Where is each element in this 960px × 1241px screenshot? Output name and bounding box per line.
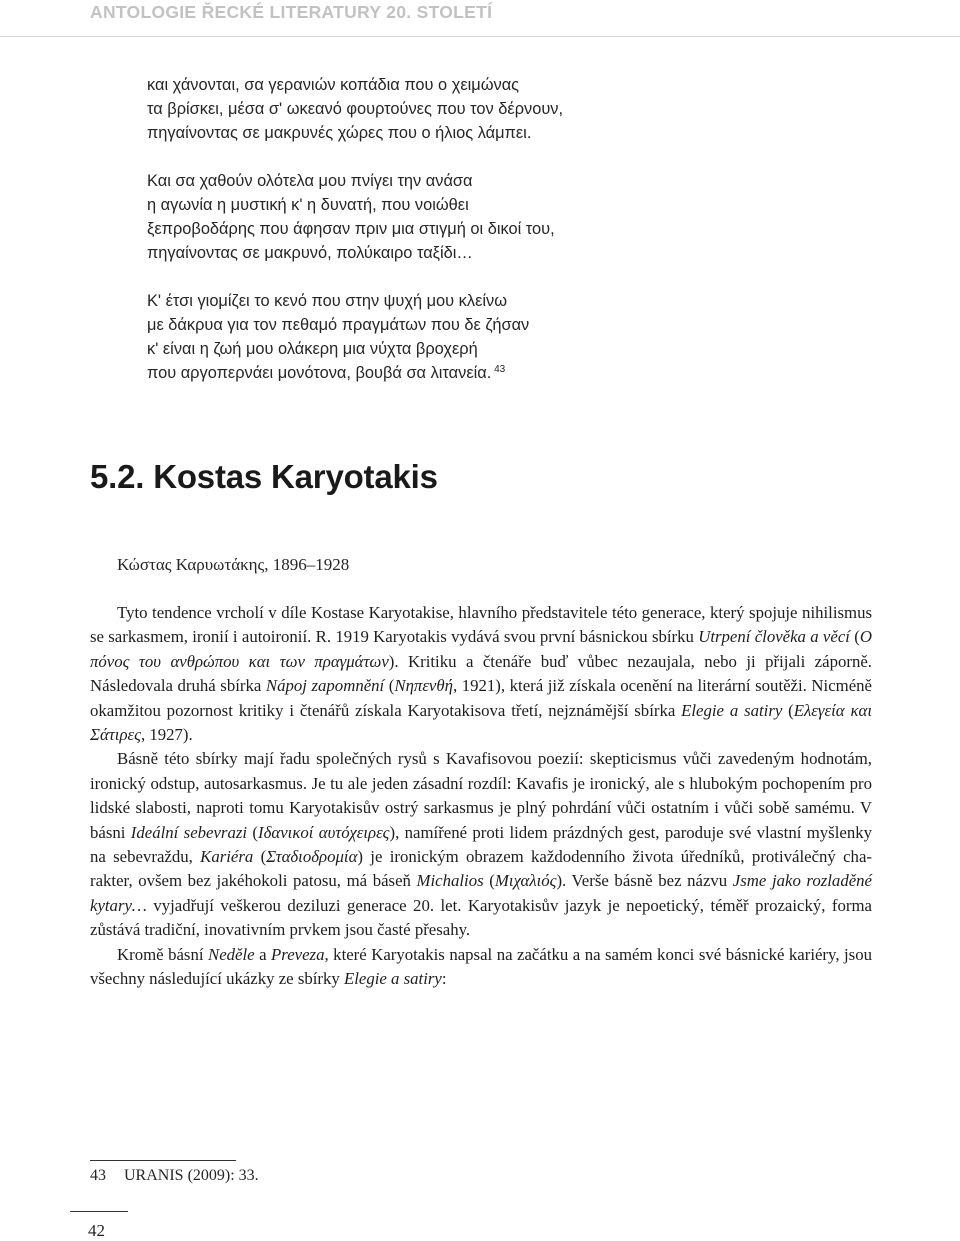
poem-line: τα βρίσκει, μέσα σ' ωκεανό φουρτούνες που τον δέρνουν, (147, 100, 564, 118)
author-dates: Κώστας Καρυωτάκης, 1896–1928 (117, 555, 350, 574)
italic-title: Ideální sebevrazi (130, 822, 248, 842)
italic-title: Ο πόνος του ανθρώπου και των πραγμάτων (90, 627, 872, 671)
poem-line: πηγαίνοντας σε μακρυνό, πολύκαιρο ταξίδι… (147, 244, 473, 262)
italic-title: Ελεγεία και Σάτιρες (90, 700, 872, 745)
footnote (90, 1167, 259, 1185)
text-run: ( (483, 871, 495, 891)
italic-title: Utrpení člověka a věcí (698, 627, 850, 647)
italic-title: Neděle (208, 944, 255, 964)
body-paragraph (90, 747, 872, 942)
italic-title: Jsme jako rozladěné kytary… (90, 871, 872, 915)
section-heading: 5.2. Kostas Karyotakis (90, 458, 438, 495)
poem-line: κ' είναι η ζωή μου ολάκερη μια νύχτα βροχερή (147, 340, 478, 358)
poem-stanza (147, 73, 563, 145)
text-run: ( (384, 676, 395, 696)
poem-line: και χάνονται, σα γερανιών κοπάδια που ο χειμώνας (147, 76, 520, 94)
text-run: Kromě básní (117, 944, 209, 964)
text-run: ) je ironickým obrazem každodenního života úředníků, protiválečný charakter, ovšem bez jakéhokoli patosu, má báseň (90, 847, 872, 891)
text-run: a (254, 944, 272, 964)
text-run: ( (247, 822, 259, 842)
body-text (90, 601, 872, 992)
poem-line: που αργοπερνάει μονότονα, βουβά σα λιτανεία. $^{43}$ (147, 364, 506, 382)
poem-line: Και σα χαθούν ολότελα μου πνίγει την ανάσα (147, 172, 473, 190)
text-run: ), namířené proti lidem prázdných gest, paroduje své vlastní myšlenky na sebevraždu, (90, 822, 872, 867)
poem (147, 73, 563, 385)
footnote-text: URANIS (2009): 33. (124, 1167, 259, 1184)
page-number: 42 (88, 1221, 105, 1240)
text-run: : (441, 969, 447, 989)
italic-title: Νηπενθή (394, 676, 453, 696)
footnote-rule (90, 1160, 236, 1161)
text-run: ( (253, 847, 267, 867)
header-rule (0, 36, 960, 37)
body-paragraph (90, 943, 872, 992)
italic-title: Kariéra (200, 847, 254, 867)
text-run: , 1921), která již získala ocenění na literární soutěži. Nicméně okamžitou pozornost kritiky i čtenářů získala Karyotakisova třetí, nejznámější sbírka (90, 676, 872, 720)
italic-title: Σταδιοδρομία (266, 847, 358, 867)
poem-line: πηγαίνοντας σε μακρυνές χώρες που ο ήλιος λάμπει. (147, 124, 532, 142)
italic-title: Elegie a satiry (681, 700, 783, 720)
text-run: vyjadřují veškerou deziluzi generace 20. let. Karyotakisův jazyk je nepoetický, téměř prozaický, forma zůstává tradiční, inovativním prvkem jsou časté přesahy. (90, 895, 872, 940)
italic-title: Ιδανικοί αυτόχειρες (258, 822, 390, 842)
italic-title: Nápoj zapomnění (265, 676, 385, 696)
italic-title: Μιχαλιός (494, 871, 557, 891)
text-run: Tyto tendence vrcholí v díle Kostase Karyotakise, hlavního představitele této generace, který spojuje nihilismus se sarkasmem, ironií i autoironií. R. 1919 Karyotakis vydává svou první básnickou sbírku (90, 603, 872, 647)
poem-stanza (147, 289, 563, 385)
text-run: ). Verše básně bez názvu (556, 871, 733, 891)
poem-line: ξεπροβοδάρης που άφησαν πριν μια στιγμή οι δικοί του, (147, 220, 555, 238)
italic-title: Michalios (416, 871, 484, 891)
italic-title: Preveza (271, 944, 325, 964)
poem-line: με δάκρυα για τον πεθαμό πραγμάτων που δε ζήσαν (147, 316, 530, 334)
page-number-rule (70, 1211, 128, 1212)
poem-line: Κ' έτσι γιομίζει το κενό που στην ψυχή μου κλείνω (147, 292, 508, 310)
footnote-number: 43 (90, 1167, 106, 1184)
running-header: ANTOLOGIE ŘECKÉ LITERATURY 20. STOLETÍ (90, 2, 493, 22)
text-run: ( (782, 700, 794, 720)
italic-title: Elegie a satiry (343, 969, 442, 989)
footnote-ref: 43 (491, 364, 506, 375)
text-run: ( (849, 627, 860, 647)
poem-line: η αγωνία η μυστική κ' η δυνατή, που νοιώθει (147, 196, 469, 214)
body-paragraph (90, 601, 872, 747)
text-run: Básně této sbírky mají řadu společných rysů s Kavafisovou poezií: skepticismus vůči zavedeným hodnotám, ironický odstup, autosarkasmus. Je tu ale jeden zásadní rozdíl: Kavafis je ironický, ale s hlubokým pochopením pro lidské slabosti, naproti tomu Karyotakisův ostrý sarkasmus je plný pohrdání vůči ostatním i vůči sobě samému. V básni (90, 749, 872, 842)
poem-stanza (147, 169, 563, 265)
text-run: ). Kritiku a čtenáře buď vůbec nezaujala, nebo ji přijali záporně. Následovala druhá sbírka (90, 651, 872, 696)
text-run: , které Karyotakis napsal na začátku a na samém konci své básnické kariéry, jsou všechny následující ukázky ze sbírky (90, 944, 872, 989)
text-run: , 1927). (140, 725, 193, 745)
